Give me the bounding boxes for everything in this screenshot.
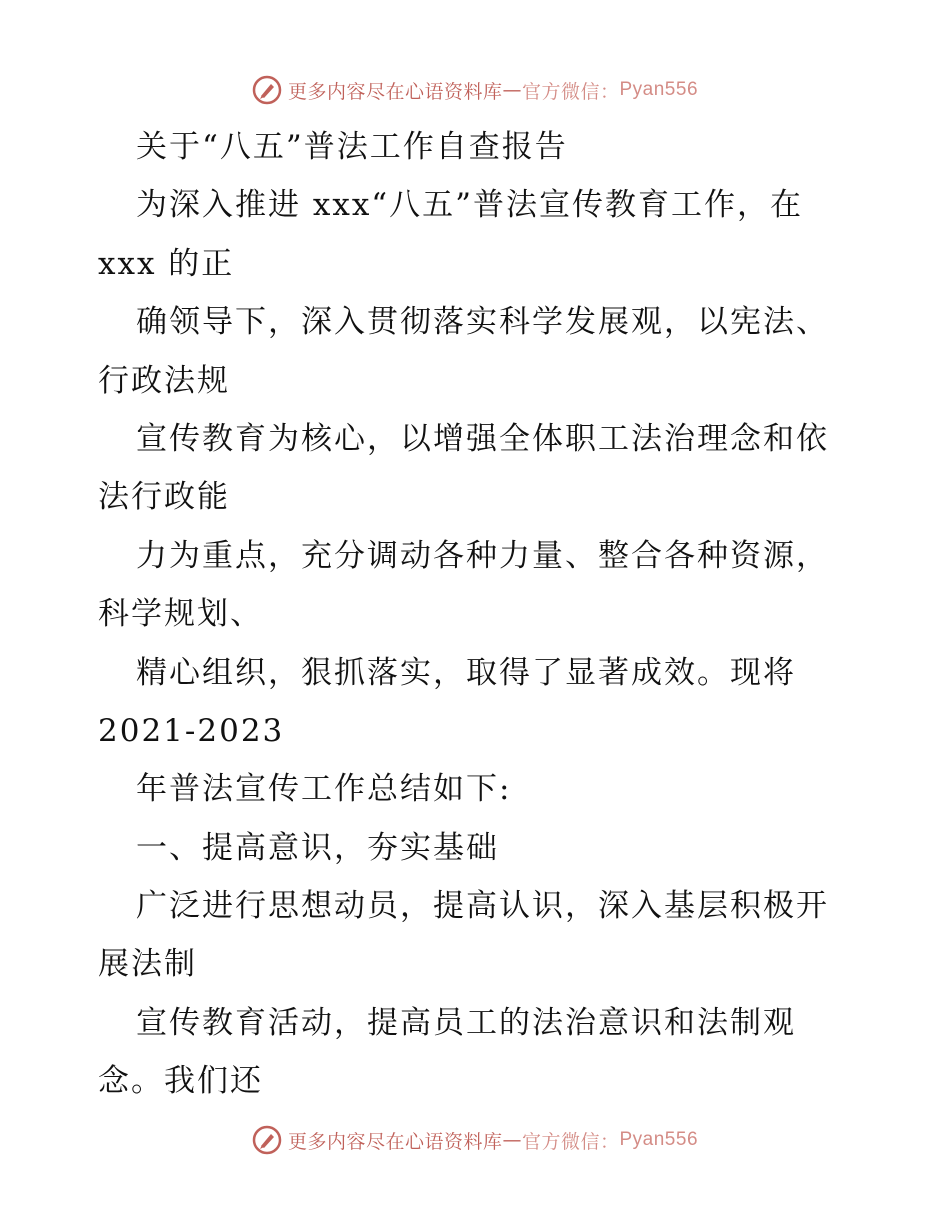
section-heading: 一、提高意识，夯实基础 xyxy=(136,829,499,866)
paragraph-line: 2021-2023 xyxy=(98,712,285,749)
footer-watermark xyxy=(0,1120,950,1160)
paragraph-line: 展法制 xyxy=(98,946,197,983)
watermark-site-text: 更多内容尽在心语资料库 xyxy=(287,1130,503,1153)
watermark-official-label: 官方微信： xyxy=(521,80,620,103)
watermark-dash: — xyxy=(502,1129,522,1151)
paragraph-line: 确领导下，深入贯彻落实科学发展观，以宪法、 xyxy=(136,304,829,341)
watermark-site-text: 更多内容尽在心语资料库 xyxy=(287,80,503,103)
pen-nib-logo-icon xyxy=(252,1125,282,1155)
pen-nib-logo-icon xyxy=(252,75,282,105)
paragraph-line: 广泛进行思想动员，提高认识，深入基层积极开 xyxy=(136,888,829,925)
paragraph-line: 为深入推进 xxx“八五”普法宣传教育工作，在 xyxy=(136,187,803,224)
paragraph-line: 宣传教育为核心，以增强全体职工法治理念和依 xyxy=(136,420,829,457)
paragraph-line: 宣传教育活动，提高员工的法治意识和法制观 xyxy=(136,1004,796,1041)
paragraph-line: 力为重点，充分调动各种力量、整合各种资源， xyxy=(136,537,829,574)
document-title: 关于“八五”普法工作自查报告 xyxy=(136,129,568,165)
paragraph-line: xxx 的正 xyxy=(98,245,235,282)
paragraph-line: 年普法宣传工作总结如下: xyxy=(136,771,512,808)
paragraph-line: 法行政能 xyxy=(98,479,230,516)
document-body xyxy=(98,118,858,1111)
paragraph-line: 行政法规 xyxy=(98,362,230,399)
watermark-official-label: 官方微信： xyxy=(521,1130,620,1153)
paragraph-line: 念。我们还 xyxy=(98,1063,263,1100)
watermark-wechat-id: Pyan556 xyxy=(619,79,699,100)
watermark-wechat-id: Pyan556 xyxy=(619,1129,699,1150)
paragraph-line: 精心组织，狠抓落实，取得了显著成效。现将 xyxy=(136,654,796,691)
paragraph-line: 科学规划、 xyxy=(98,596,263,633)
header-watermark xyxy=(0,70,950,110)
watermark-dash: — xyxy=(502,79,522,101)
